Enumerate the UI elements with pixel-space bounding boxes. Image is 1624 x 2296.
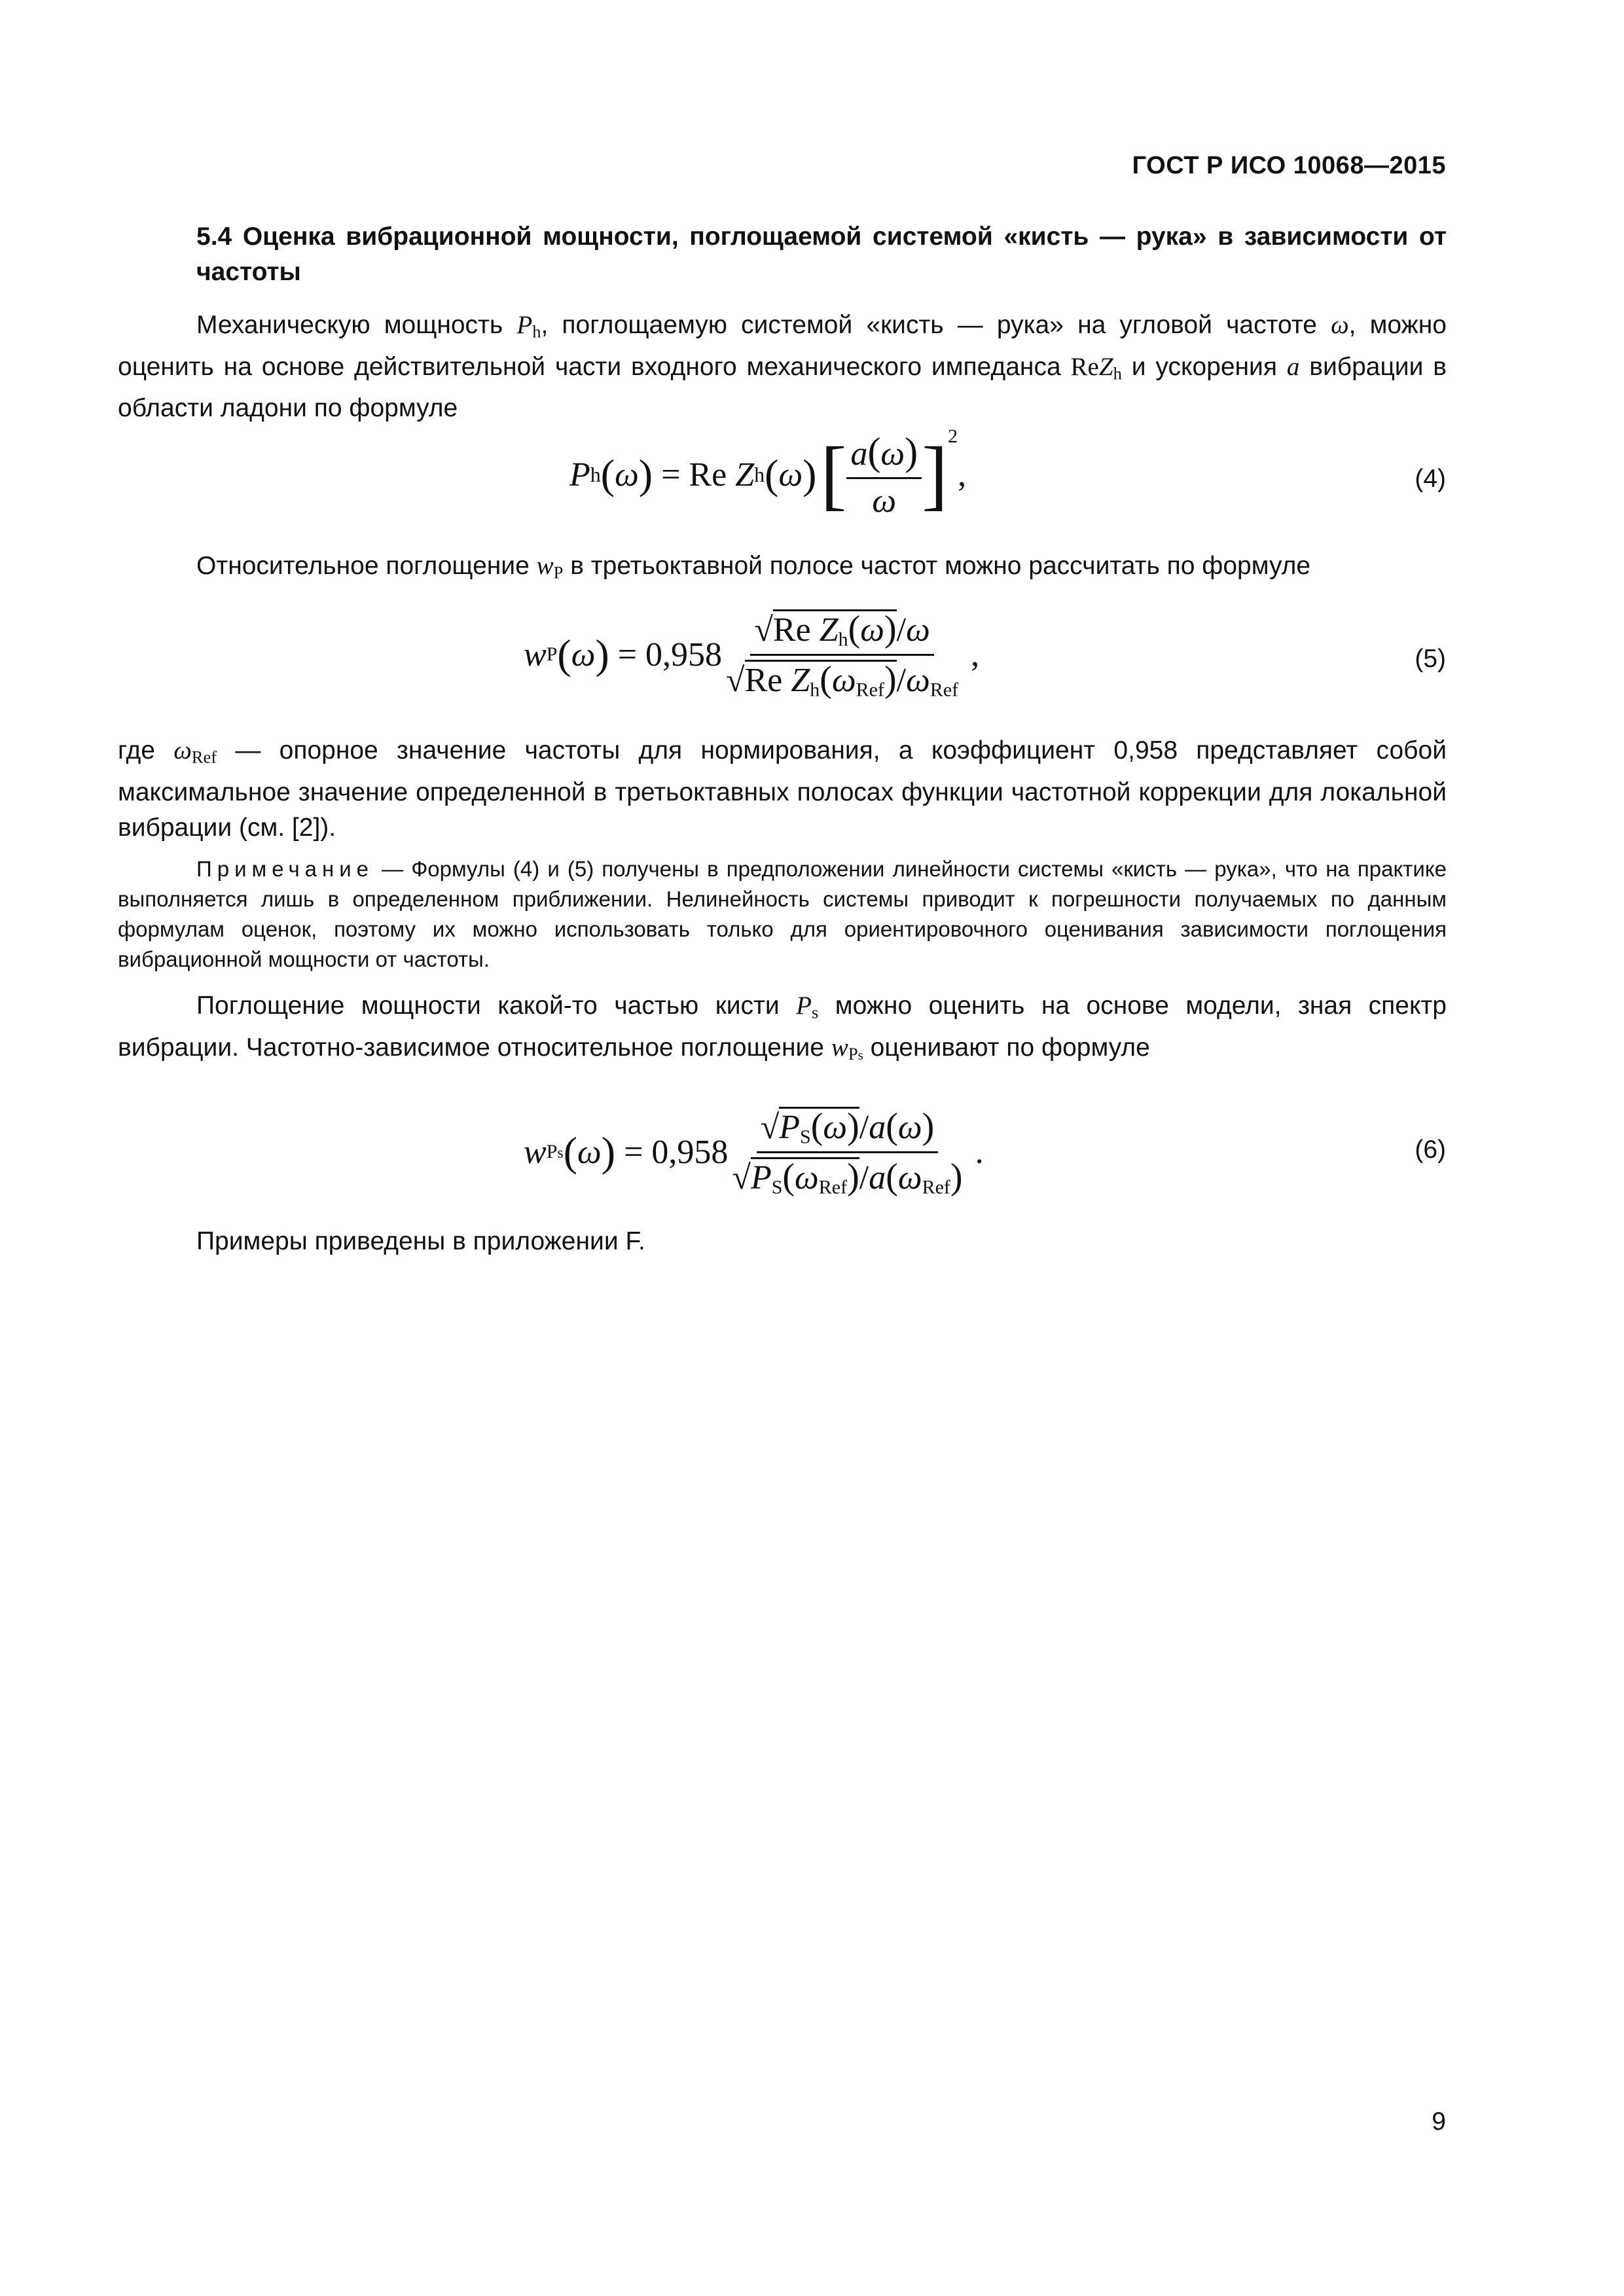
note-label: Примечание: [196, 857, 374, 881]
coefficient-eq6: 0,958: [651, 1133, 729, 1171]
page-number: 9: [1432, 2108, 1446, 2136]
equation-4-number: (4): [1415, 465, 1446, 493]
coefficient-eq5: 0,958: [645, 636, 723, 673]
paragraph-examples: Примеры приведены в приложении F.: [196, 1227, 645, 1255]
note: [118, 854, 1447, 975]
equation-6-number: (6): [1415, 1136, 1446, 1164]
section-title: 5.4 Оценка вибрационной мощности, поглощаемой системой «кисть — рука» в зависимости от частоты: [196, 223, 1447, 286]
equation-5-number: (5): [1415, 645, 1446, 673]
paragraph-mechanical-power: Механическую мощность $P_h$, поглощаемую системой «кисть — рука» на угловой частоте ω, можно оценить на основе действительной части входного механического импеданса ReZ$_h$ и ускорения a вибрации в области ладони по формуле: [118, 311, 1447, 423]
paragraph-relative-absorption: Относительное поглощение $w_P$ в третьоктавной полосе частот можно рассчитать по формуле: [196, 552, 1311, 583]
paragraph-omega-ref: где $\omega_{Ref}$ — опорное значение частоты для нормирования, а коэффициент 0,958 представляет собой максимальное значение определенной в третьоктавных полосах функции частотной коррекции для локальной вибрации (см. [2]).: [118, 736, 1447, 842]
note-text: — Формулы (4) и (5) получены в предположении линейности системы «кисть — рука», что на практике выполняется лишь в определенном приближении. Нелинейность системы приводит к погрешности получаемых по данным формулам оценок, поэтому их можно использовать только для ориентировочного оценивания зависимости поглощения вибрационной мощности от частоты.: [118, 857, 1447, 971]
document-header: ГОСТ Р ИСО 10068—2015: [1132, 152, 1446, 179]
paragraph-hand-part-absorption: Поглощение мощности какой-то частью кисти $P_s$ можно оценить на основе модели, зная спектр вибрации. Частотно-зависимое относительное поглощение $w_{Ps}$ оценивают по формуле: [118, 992, 1447, 1064]
equation-6: w Ps ( ω ) = 0,958 $\frac{√P_S(\omega)/a(\omega)}{√P_S(\omega_{Ref})/a(\omega_{Ref})}$ .: [524, 1106, 984, 1198]
equation-4: P h ( ω ) = Re Z h ( ω ) [ $\frac{a(\omega)}{\omega}$ ] 2 ,: [569, 425, 967, 520]
equation-5: w P ( ω ) = 0,958 $\frac{√Re Z_h(\omega)/\omega}{√Re Z_h(\omega_{Ref})/\omega_{Ref}}$ ,: [524, 609, 980, 700]
